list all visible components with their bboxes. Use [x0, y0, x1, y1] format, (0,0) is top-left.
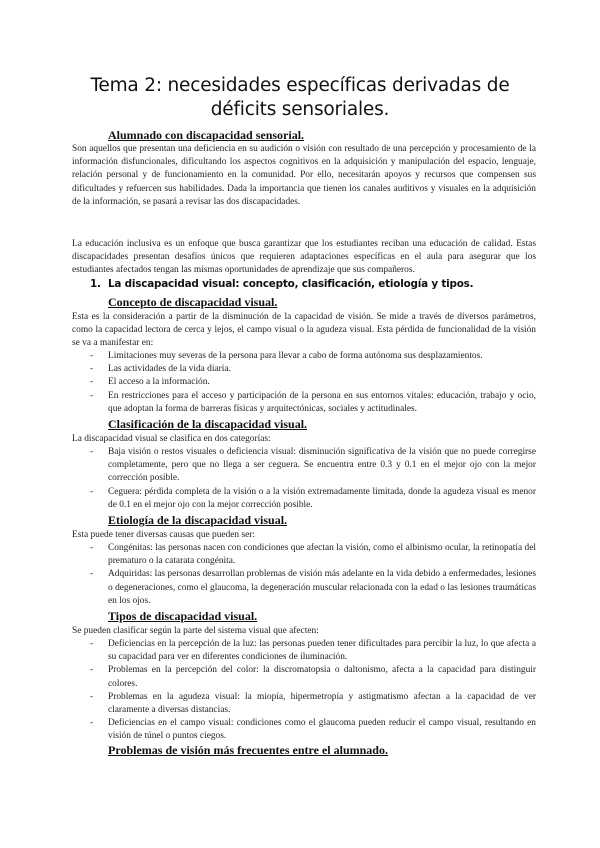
tipos-paragraph: Se pueden clasificar según la parte del sistema visual que afecten: [72, 626, 319, 636]
section-1-number: 1. [90, 278, 101, 290]
list-item: - Ceguera: pérdida completa de la visión o a la visión extremadamente limitada, donde la agudeza visual es menor de 0.1 en el mejor ojo con la mejor corrección posible. [72, 486, 536, 512]
list-item: - Problemas en la percepción del color: la discromatopsia o daltonismo, afecta a la capacidad para distinguir colores. [72, 664, 536, 690]
section-1-heading [90, 278, 473, 291]
list-item: - Las actividades de la vida diaria. [72, 363, 536, 376]
list-item: - Adquiridas: las personas desarrollan problemas de visión más adelante en la vida debido a enfermedades, lesiones o degeneraciones, como el glaucoma, la degeneración muscular relacionada con la edad o las lesiones traumáticas en los ojos. [72, 568, 536, 608]
concepto-paragraph: Esta es la consideración a partir de la disminución de la capacidad de visión. Se mide a través de diversos parámetros, como la capacidad lectora de cerca y lejos, el campo visual o la agudeza visual. Esta pérdida de funcionalidad de la visión se va a manifestar en: [72, 312, 536, 349]
concepto-list [72, 350, 536, 416]
etiologia-heading: Etiología de la discapacidad visual. [108, 513, 288, 527]
section-1-title: La discapacidad visual: concepto, clasificación, etiología y tipos. [108, 278, 474, 290]
problemas-heading: Problemas de visión más frecuentes entre el alumnado. [108, 743, 388, 757]
list-item: - Congénitas: las personas nacen con condiciones que afectan la visión, como el albinismo ocular, la retinopatía del prematuro o la catarata congénita. [72, 542, 536, 568]
tipos-list [72, 638, 536, 744]
concepto-heading: Concepto de discapacidad visual. [108, 295, 278, 309]
document-title: Tema 2: necesidades específicas derivadas de déficits sensoriales. [90, 75, 510, 120]
tipos-heading: Tipos de discapacidad visual. [108, 609, 258, 623]
list-item: - Limitaciones muy severas de la persona para llevar a cabo de forma autónoma sus desplazamientos. [72, 350, 536, 363]
list-item: - Problemas en la agudeza visual: la miopía, hipermetropía y astigmatismo afectan a la capacidad de ver claramente a diversas distancias. [72, 691, 536, 717]
clasificacion-list [72, 446, 536, 512]
etiologia-list [72, 542, 536, 608]
etiologia-paragraph: Esta puede tener diversas causas que pueden ser: [72, 530, 256, 540]
intro-paragraph: Son aquellos que presentan una deficiencia en su audición o visión con resultado de una percepción y procesamiento de la información disfuncionales, dificultando los aspectos cognitivos en la adquisición y manipulación del espacio, lenguaje, relación personal y de funcionamiento en la comunidad. Por ello, necesitarán apoyos y recursos que compensen sus dificultades y refuercen sus habilidades. Dada la importancia que tienen los canales auditivos y visuales en la adquisición de la información, se pasará a revisar las dos discapacidades. [72, 144, 536, 207]
list-item: - El acceso a la información. [72, 376, 536, 389]
inclusive-paragraph: La educación inclusiva es un enfoque que busca garantizar que los estudiantes reciban una educación de calidad. Estas discapacidades presentan desafíos únicos que requieren adaptaciones específicas en el aula para asegurar que los estudiantes afectados tengan las mismas oportunidades de aprendizaje que sus compañeros. [72, 239, 536, 276]
intro-heading: Alumnado con discapacidad sensorial. [108, 128, 305, 142]
clasificacion-paragraph: La discapacidad visual se clasifica en dos categorías: [72, 434, 271, 444]
list-item: - Baja visión o restos visuales o deficiencia visual: disminución significativa de la visión que no puede corregirse completamente, pero que no llega a ser ceguera. Se encuentra entre 0.3 y 0.1 en el mejor ojo con la mejor corrección posible. [72, 446, 536, 486]
list-item: - En restricciones para el acceso y participación de la persona en sus entornos vitales: educación, trabajo y ocio, que adoptan la forma de barreras físicas y arquitectónicas, sociales y actitudinales. [72, 390, 536, 416]
list-item: - Deficiencias en la percepción de la luz: las personas pueden tener dificultades para percibir la luz, lo que afecta a su capacidad para ver en diferentes condiciones de iluminación. [72, 638, 536, 664]
list-item: - Deficiencias en el campo visual: condiciones como el glaucoma pueden reducir el campo visual, resultando en visión de túnel o puntos ciegos. [72, 717, 536, 743]
clasificacion-heading: Clasificación de la discapacidad visual. [108, 417, 308, 431]
